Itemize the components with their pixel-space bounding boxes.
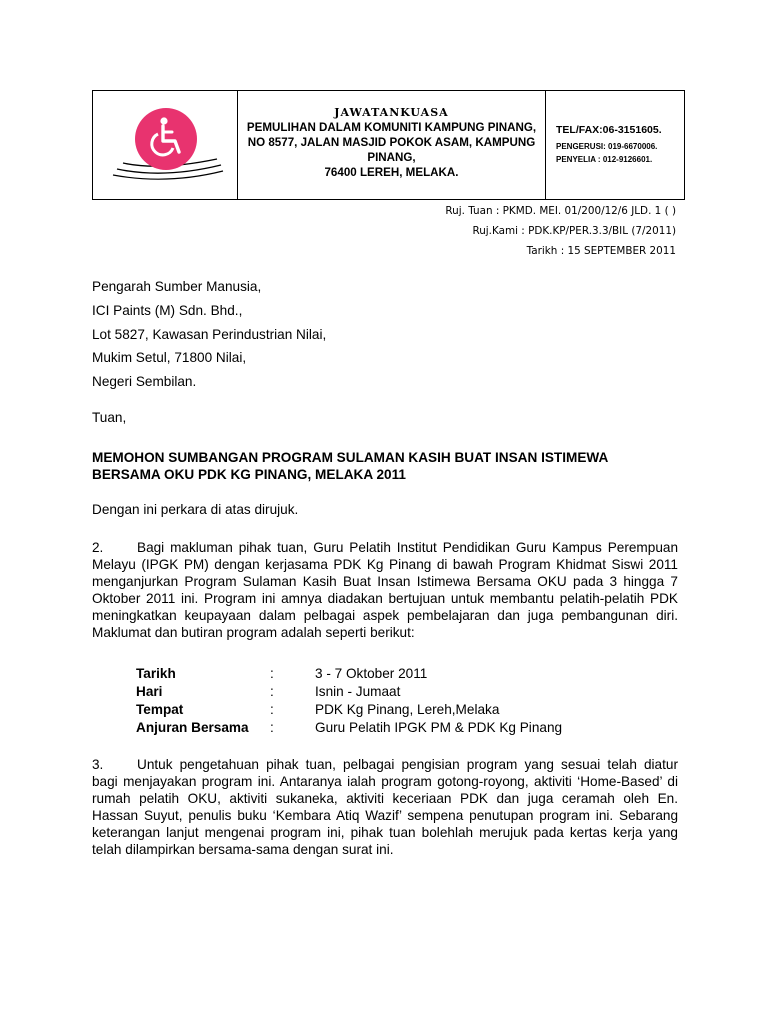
subject-heading bbox=[92, 449, 608, 483]
organization-address bbox=[238, 91, 546, 199]
paragraph-line: 3. Untuk pengetahuan pihak tuan, pelbagai pengisian program yang sesuai telah diatur bbox=[92, 757, 678, 772]
detail-colon: : bbox=[270, 684, 274, 699]
detail-value-tempat: PDK Kg Pinang, Lereh,Melaka bbox=[315, 702, 500, 717]
salutation: Tuan, bbox=[92, 410, 127, 425]
detail-value-anjuran: Guru Pelatih IPGK PM & PDK Kg Pinang bbox=[315, 720, 563, 735]
recipient-line: Lot 5827, Kawasan Perindustrian Nilai, bbox=[92, 327, 327, 342]
paragraph-line: Maklumat dan butiran program adalah seperti berikut: bbox=[92, 625, 415, 640]
detail-colon: : bbox=[270, 720, 274, 735]
org-line: PINANG, bbox=[367, 151, 416, 164]
paragraph-line: keterangan lanjut mengenai program ini, pihak tuan bolehlah merujuk pada kertas kerja yang bbox=[92, 825, 678, 840]
paragraph-line: meningkatkan keupayaan dalam pelbagai aspek pembelajaran dan juga pembangunan diri. bbox=[92, 608, 678, 623]
letter-date: Tarikh : 15 SEPTEMBER 2011 bbox=[526, 245, 676, 257]
detail-value-hari: Isnin - Jumaat bbox=[315, 684, 401, 699]
pengerusi-phone: PENGERUSI: 019-6670006. bbox=[556, 142, 658, 151]
paragraph-3 bbox=[92, 756, 678, 858]
recipient-line: Mukim Setul, 71800 Nilai, bbox=[92, 350, 247, 365]
paragraph-line: Oktober 2011 ini. Program ini amnya diadakan bertujuan untuk membantu pelatih-pelatih PDK bbox=[92, 591, 678, 606]
logo-cell bbox=[93, 91, 238, 199]
penyelia-phone: PENYELIA : 012-9126601. bbox=[556, 155, 653, 164]
paragraph-number: 3. bbox=[92, 757, 104, 772]
paragraph-number: 2. bbox=[92, 540, 104, 555]
ref-kami: Ruj.Kami : PDK.KP/PER.3.3/BIL (7/2011) bbox=[472, 225, 676, 237]
paragraph-line: bagi menjayakan program ini. Antaranya ialah program gotong-royong, aktiviti ‘Home-Based’ di bbox=[92, 774, 678, 789]
intro-line: Dengan ini perkara di atas dirujuk. bbox=[92, 502, 299, 517]
detail-label-anjuran: Anjuran Bersama bbox=[136, 720, 249, 735]
org-line: NO 8577, JALAN MASJID POKOK ASAM, KAMPUNG bbox=[247, 136, 536, 149]
recipient-line: Pengarah Sumber Manusia, bbox=[92, 279, 262, 294]
paragraph-line: menganjurkan Program Sulaman Kasih Buat Insan Istimewa Bersama OKU pada 3 hingga 7 bbox=[92, 574, 678, 589]
recipient-line: ICI Paints (M) Sdn. Bhd., bbox=[92, 303, 243, 318]
wheelchair-accessibility-icon bbox=[109, 101, 224, 189]
recipient-line: Negeri Sembilan. bbox=[92, 374, 197, 389]
paragraph-line: Hassan Suyut, penulis buku ‘Kembara Atiq Wazif’ sempena penutupan program ini. Sebarang bbox=[92, 808, 678, 823]
letterhead bbox=[92, 90, 685, 200]
detail-label-tempat: Tempat bbox=[136, 702, 184, 717]
tel-fax: TEL/FAX:06-3151605. bbox=[556, 124, 662, 136]
paragraph-line: telah dilampirkan bersama-sama dengan surat ini. bbox=[92, 842, 394, 857]
detail-colon: : bbox=[270, 702, 274, 717]
contact-cell bbox=[546, 91, 684, 199]
subject-line: BERSAMA OKU PDK KG PINANG, MELAKA 2011 bbox=[92, 467, 406, 482]
detail-label-tarikh: Tarikh bbox=[136, 666, 176, 681]
ref-tuan: Ruj. Tuan : PKMD. MEI. 01/200/12/6 JLD. 1 ( ) bbox=[445, 205, 676, 217]
paragraph-line: rumah pelatih OKU, aktiviti sukaneka, aktiviti keceriaan PDK dan juga ceramah oleh En. bbox=[92, 791, 678, 806]
subject-line: MEMOHON SUMBANGAN PROGRAM SULAMAN KASIH BUAT INSAN ISTIMEWA bbox=[92, 450, 609, 465]
org-line: 76400 LEREH, MELAKA. bbox=[324, 166, 459, 179]
detail-value-tarikh: 3 - 7 Oktober 2011 bbox=[315, 666, 428, 681]
org-title: JAWATANKUASA bbox=[334, 106, 449, 119]
org-line: PEMULIHAN DALAM KOMUNITI KAMPUNG PINANG, bbox=[246, 121, 537, 134]
paragraph-2 bbox=[92, 539, 678, 641]
detail-label-hari: Hari bbox=[136, 684, 163, 699]
detail-colon: : bbox=[270, 666, 274, 681]
paragraph-line: Melayu (IPGK PM) dengan kerjasama PDK Kg Pinang di bawah Program Khidmat Siswi 2011 bbox=[92, 557, 678, 572]
paragraph-line: 2. Bagi makluman pihak tuan, Guru Pelatih Institut Pendidikan Guru Kampus Perempuan bbox=[92, 540, 678, 555]
